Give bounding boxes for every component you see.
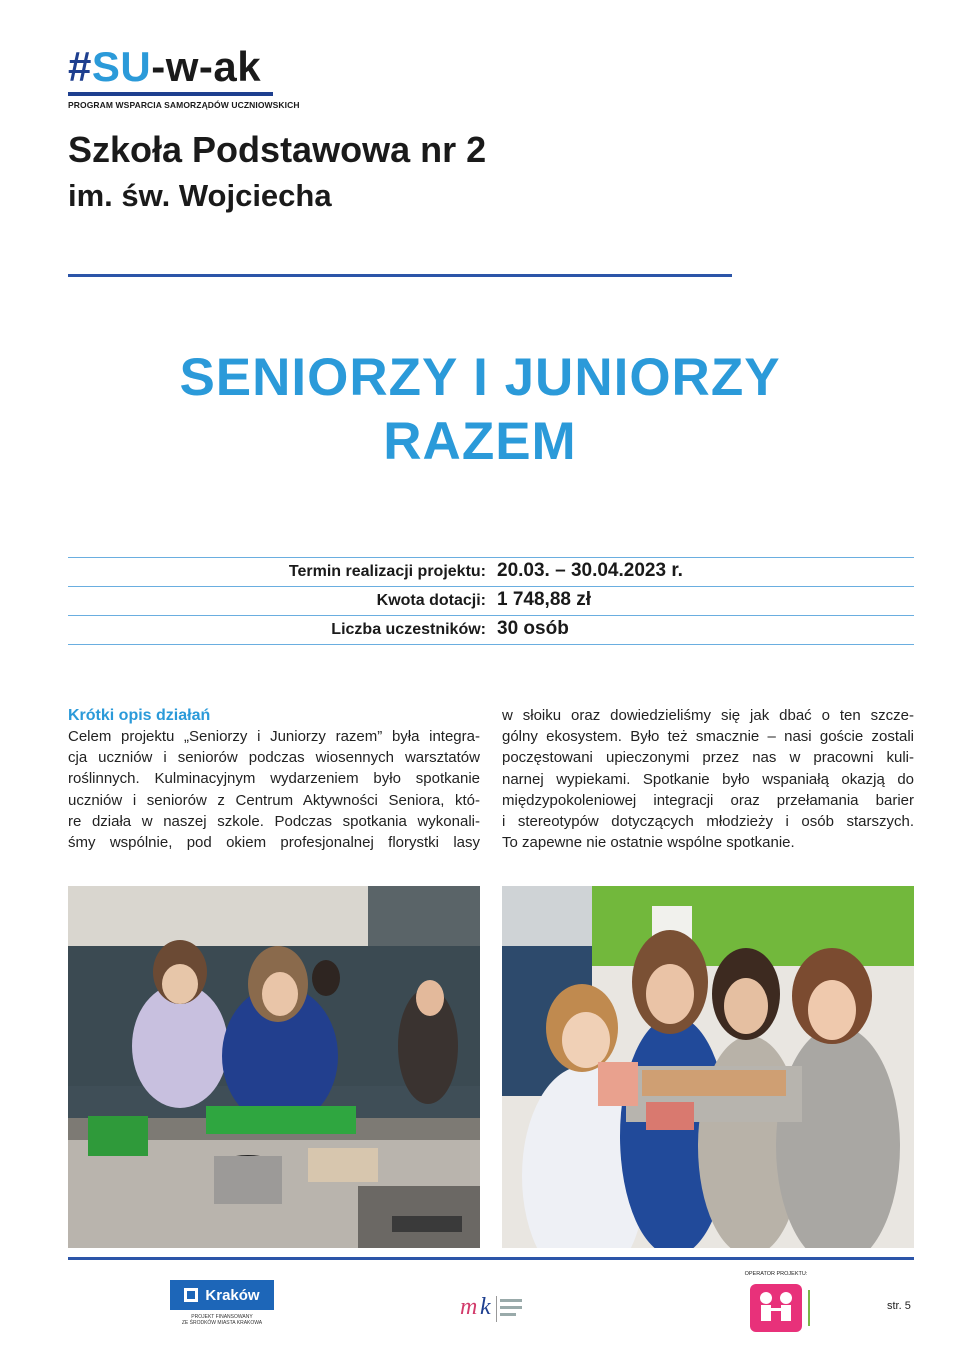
description-line: roślinnych. Kulminacyjnym wydarzeniem było spotkanie <box>68 770 480 788</box>
logo-subtitle: PROGRAM WSPARCIA SAMORZĄDÓW UCZNIOWSKICH <box>68 100 300 110</box>
school-patron: im. św. Wojciecha <box>68 178 332 213</box>
page-number: str. 5 <box>887 1300 911 1312</box>
project-title-line-1: SENIORZY I JUNIORZY <box>179 348 781 407</box>
info-label: Kwota dotacji: <box>376 592 486 609</box>
krakow-emblem-icon <box>184 1288 198 1302</box>
description-line: uczniów i seniorów z Centrum Aktywności Seniora, któ- <box>68 791 480 809</box>
info-row-grant <box>68 587 914 616</box>
info-value: 1 748,88 zł <box>497 589 592 610</box>
description-right-column <box>502 705 914 853</box>
fundacja-operator-logo <box>728 1271 824 1343</box>
info-label: Termin realizacji projektu: <box>288 563 486 580</box>
school-name: Szkoła Podstawowa nr 2 <box>68 129 487 170</box>
description-line: To zapewne nie ostatnie wspólne spotkanie. <box>502 834 795 852</box>
project-info-table <box>68 557 914 645</box>
description-line: poczęstowani upieczonymi przez nas w pracowni kuli- <box>502 749 914 767</box>
description-line: Celem projektu „Seniorzy i Juniorzy razem” była integra- <box>68 728 480 745</box>
mlody-krakow-logo <box>456 1282 532 1330</box>
project-title-line-2: RAZEM <box>383 412 577 471</box>
krakow-label: Kraków <box>205 1286 260 1304</box>
footer-divider <box>68 1257 914 1260</box>
info-row-participants <box>68 616 914 645</box>
description-line: międzypokoleniowej integracji oraz przełamania barier <box>502 791 914 809</box>
info-value: 20.03. – 30.04.2023 r. <box>497 560 683 581</box>
description-line: re działa w naszej szkole. Podczas spotkania wykonali- <box>68 812 480 830</box>
description-heading: Krótki opis działań <box>68 707 211 724</box>
description-line: narnej wypiekami. Spotkanie było wspaniałą okazją do <box>502 770 914 788</box>
description-line: w słoiku oraz dowiedzieliśmy się jak dbać o ten szcze- <box>502 707 914 724</box>
description-line: i stereotypów dotyczących młodzieży i osób starszych. <box>502 813 914 831</box>
header-divider <box>68 274 732 277</box>
svg-text:k: k <box>480 1294 491 1320</box>
info-value: 30 osób <box>497 618 569 639</box>
info-row-term <box>68 558 914 587</box>
krakow-caption: PROJEKT FINANSOWANY ZE ŚRODKÓW MIASTA KRAKOWA <box>181 1314 263 1326</box>
group-photo <box>502 886 914 1248</box>
logo-wordmark: #SU-w-ak <box>68 43 262 90</box>
project-title <box>68 346 892 474</box>
logo-underline <box>68 92 273 96</box>
workshop-photo <box>68 886 480 1248</box>
description-line: śmy wspólnie, pod okiem profesjonalnej florystki lasy <box>68 834 480 852</box>
description-line: gólny ekosystem. Było też smacznie – nasi goście zostali <box>502 728 914 746</box>
krakow-logo <box>170 1280 274 1332</box>
suwak-logo <box>68 43 300 110</box>
operator-label: OPERATOR PROJEKTU: <box>744 1271 808 1277</box>
description-left-column <box>68 705 480 853</box>
svg-text:m: m <box>460 1294 478 1320</box>
description-line: cja uczniów i seniorów podczas wiosennych warsztatów <box>68 749 480 767</box>
info-label: Liczba uczestników: <box>331 621 486 638</box>
